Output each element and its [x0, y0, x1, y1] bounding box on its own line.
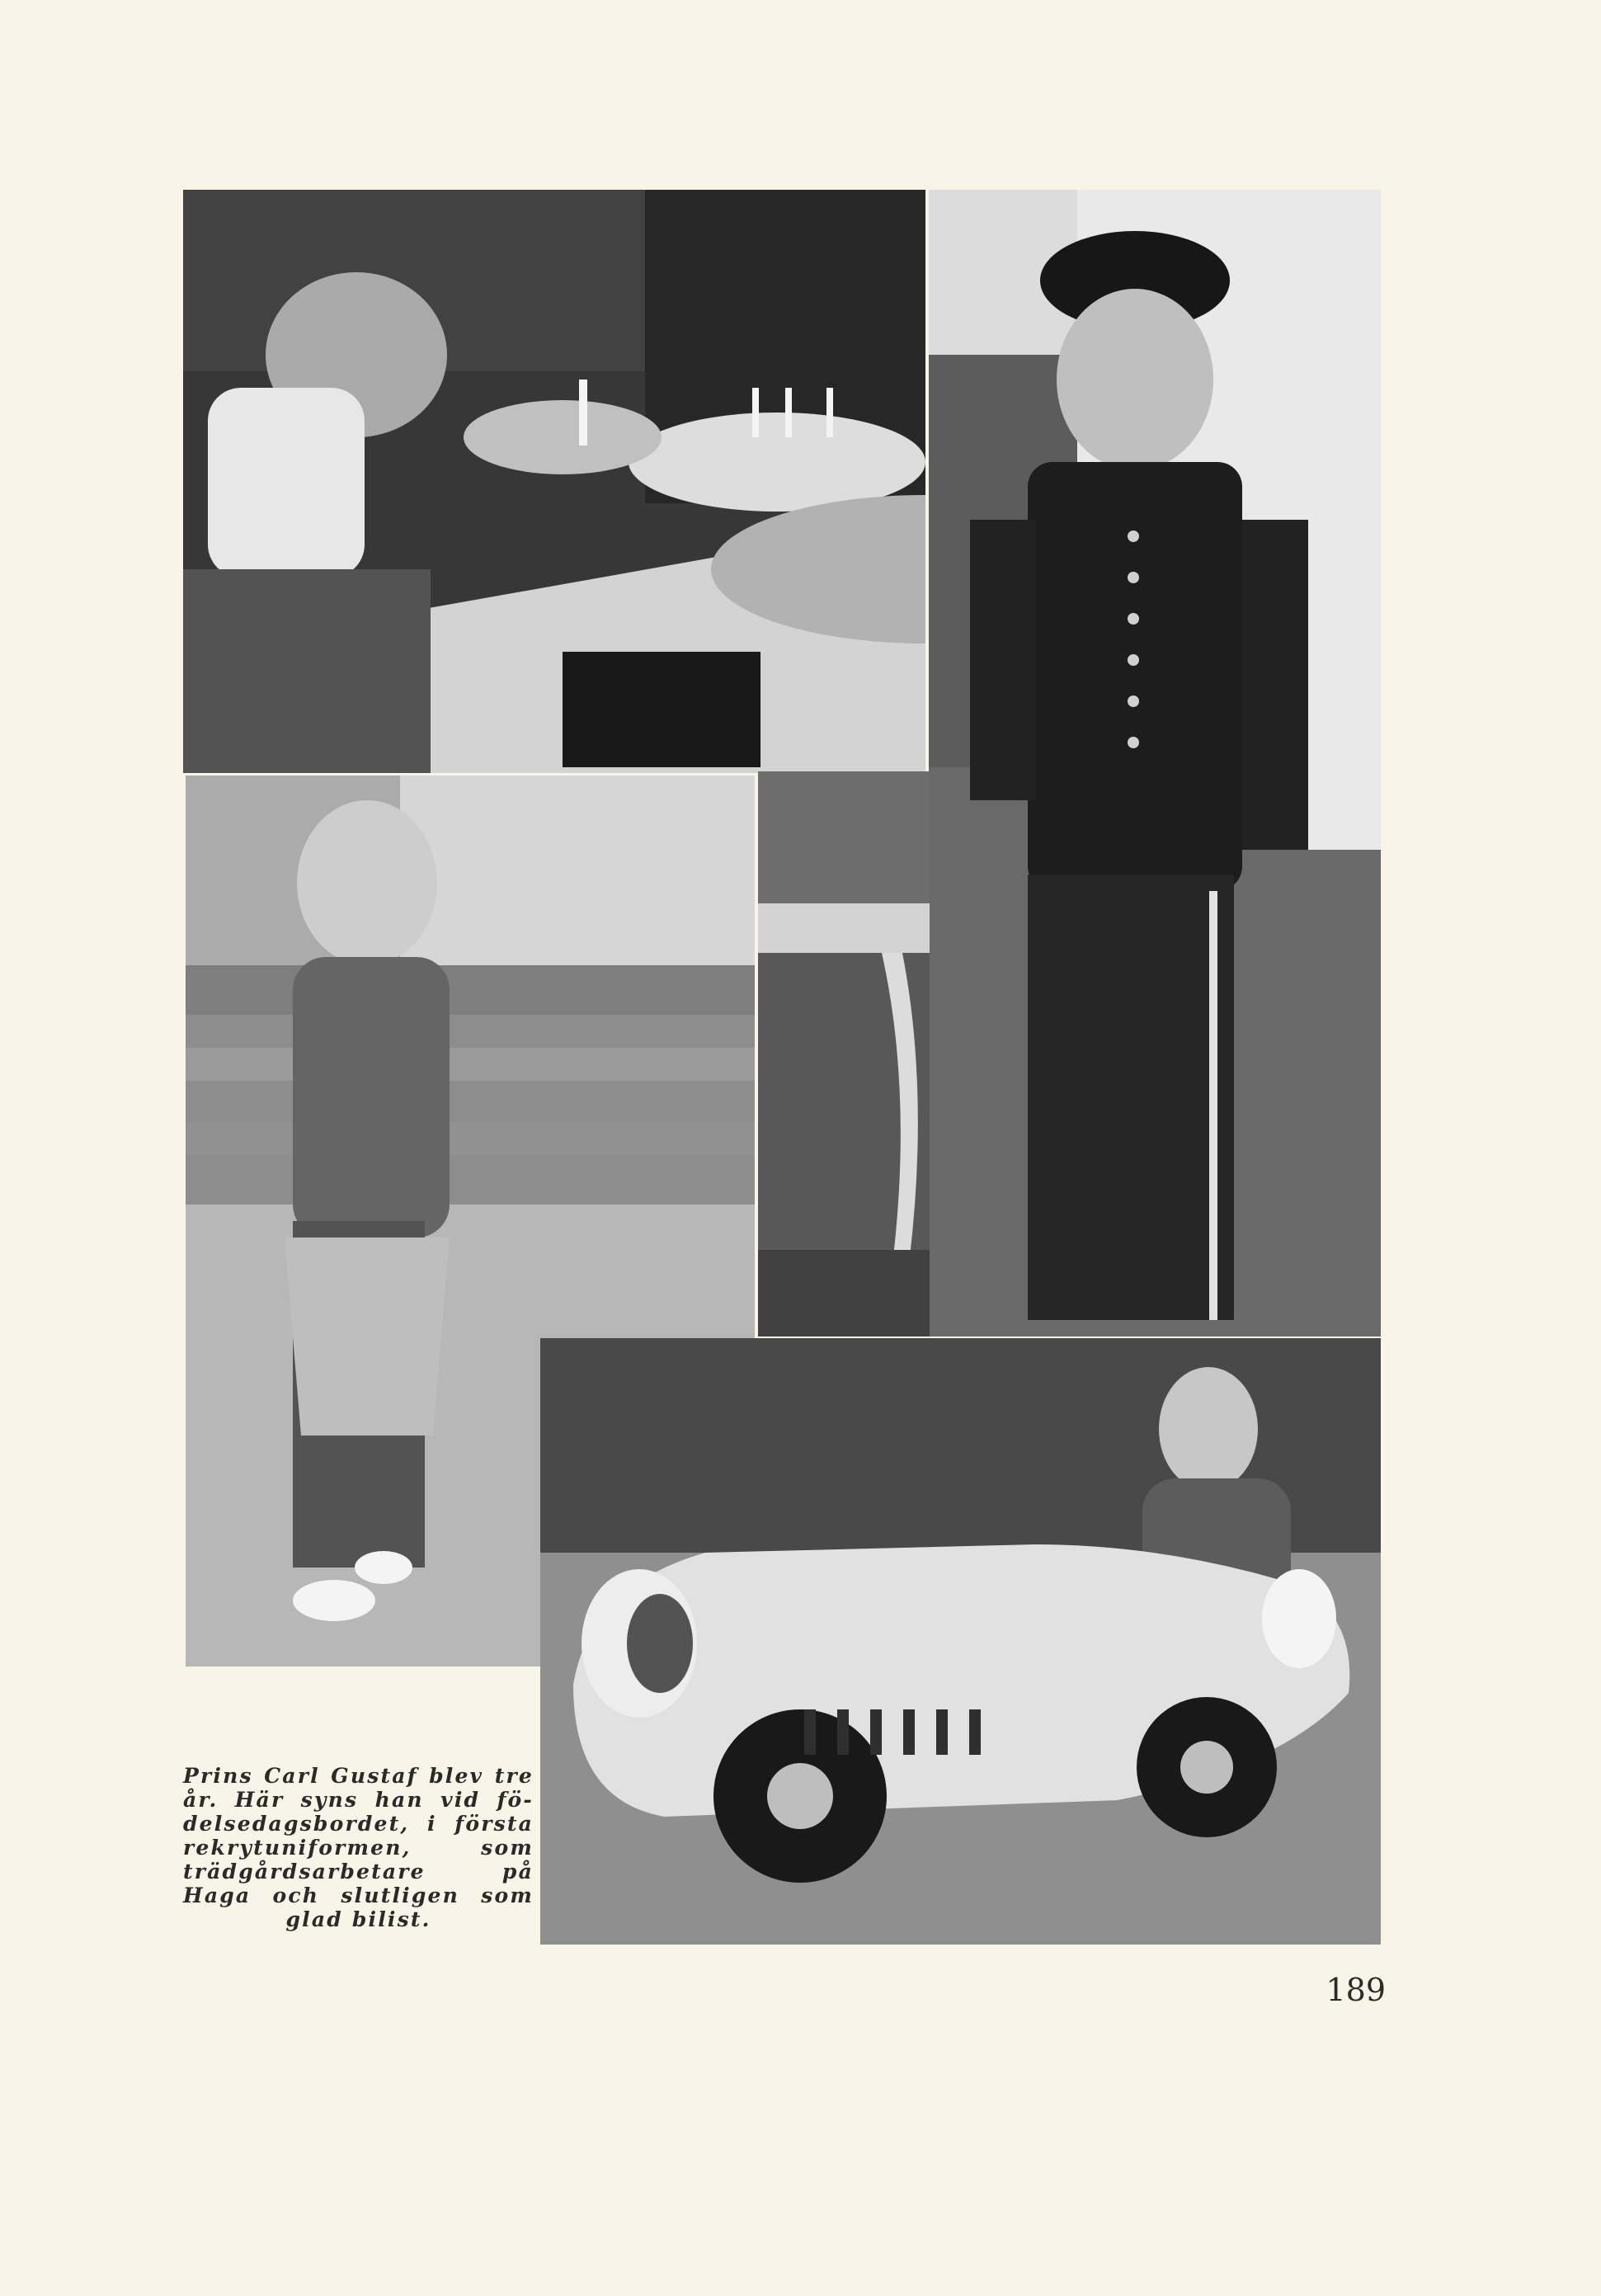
photo-chair-detail	[758, 771, 930, 1337]
photo-birthday-image	[183, 190, 925, 773]
photo-uniform-image	[929, 190, 1381, 1337]
photo-chair-image	[758, 771, 930, 1337]
photo-recruit-uniform	[929, 190, 1381, 1337]
photo-pedal-car	[540, 1338, 1381, 1945]
photo-car-image	[540, 1338, 1381, 1945]
photo-caption: Prins Carl Gustaf blev tre år. Här syns han vid fö-delsedagsbordet, i första rekrytuniformen, som trädgårdsarbetare på Haga och slutligen som glad bilist.	[183, 1764, 534, 1931]
page-number: 189	[1326, 1972, 1386, 2008]
photo-birthday-table	[183, 190, 925, 773]
